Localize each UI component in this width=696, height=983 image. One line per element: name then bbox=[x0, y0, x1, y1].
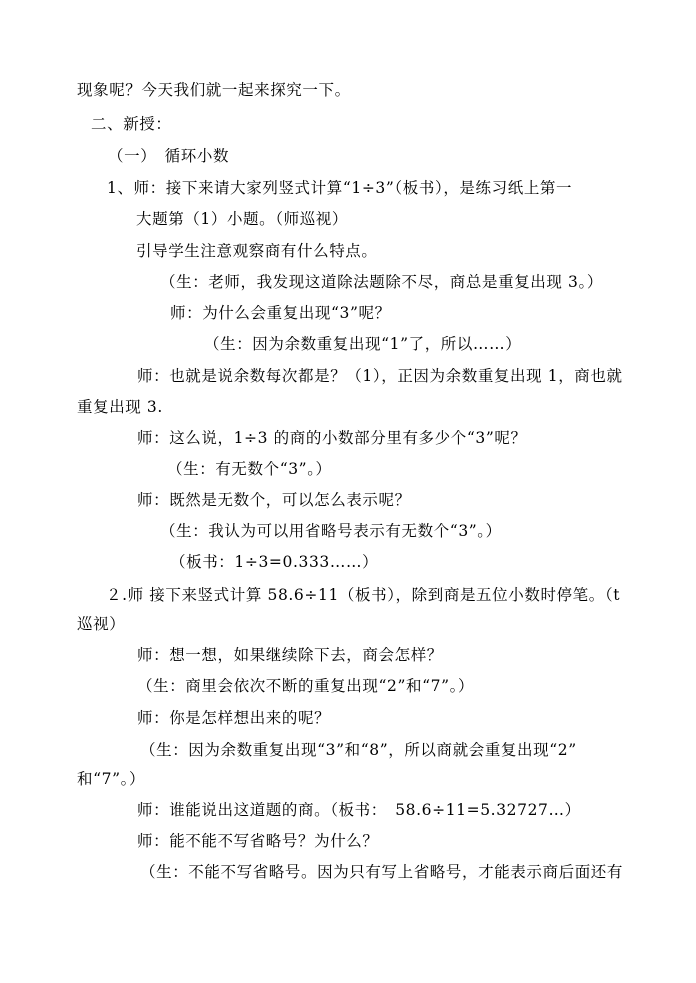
text-line-25: 师：能不能不写省略号？为什么？ bbox=[137, 832, 379, 850]
text-line-6: 引导学生注意观察商有什么特点。 bbox=[136, 242, 378, 260]
text-line-26: （生：不能不写省略号。因为只有写上省略号，才能表示商后面还有 bbox=[140, 863, 624, 881]
text-line-11: 重复出现 3. bbox=[77, 398, 163, 416]
text-line-1: 现象呢？今天我们就一起来探究一下。 bbox=[77, 81, 351, 99]
text-line-5: 大题第（1）小题。（师巡视） bbox=[136, 210, 349, 228]
text-line-8: 师：为什么会重复出现“3”呢？ bbox=[170, 304, 391, 322]
text-line-17: ２.师 接下来竖式计算 58.6÷11（板书），除到商是五位小数时停笔。（t bbox=[106, 586, 621, 604]
text-line-9: （生：因为余数重复出现“1”了，所以……） bbox=[204, 335, 522, 353]
subsection-heading-repeating-decimals: （一） 循环小数 bbox=[108, 147, 230, 165]
text-line-15: （生：我认为可以用省略号表示有无数个“3”。） bbox=[160, 522, 502, 540]
text-line-21: 师：你是怎样想出来的呢？ bbox=[137, 709, 331, 727]
text-line-7: （生：老师，我发现这道除法题除不尽，商总是重复出现 3。） bbox=[160, 273, 603, 291]
text-line-4: 1、师：接下来请大家列竖式计算“1÷3”（板书），是练习纸上第一 bbox=[107, 179, 573, 197]
text-line-20: （生：商里会依次不断的重复出现“2”和“7”。） bbox=[137, 677, 475, 695]
text-line-10: 师：也就是说余数每次都是？（1），正因为余数重复出现 1，商也就 bbox=[137, 367, 623, 385]
text-line-19: 师：想一想，如果继续除下去，商会怎样？ bbox=[137, 646, 443, 664]
text-line-18: 巡视） bbox=[77, 615, 126, 633]
text-line-12: 师：这么说，1÷3 的商的小数部分里有多少个“3”呢？ bbox=[137, 429, 527, 447]
section-heading-new-lesson: 二、新授： bbox=[91, 115, 172, 133]
text-line-24: 师：谁能说出这道题的商。（板书： 58.6÷11=5.32727…） bbox=[137, 801, 581, 819]
text-line-23: 和“7”。） bbox=[77, 770, 146, 788]
text-line-13: （生：有无数个“3”。） bbox=[167, 460, 332, 478]
text-line-14: 师：既然是无数个，可以怎么表示呢？ bbox=[137, 491, 411, 509]
text-line-22: （生：因为余数重复出现“3”和“8”，所以商就会重复出现“2” bbox=[140, 741, 577, 759]
text-line-16: （板书：1÷3=0.333……） bbox=[170, 553, 379, 571]
